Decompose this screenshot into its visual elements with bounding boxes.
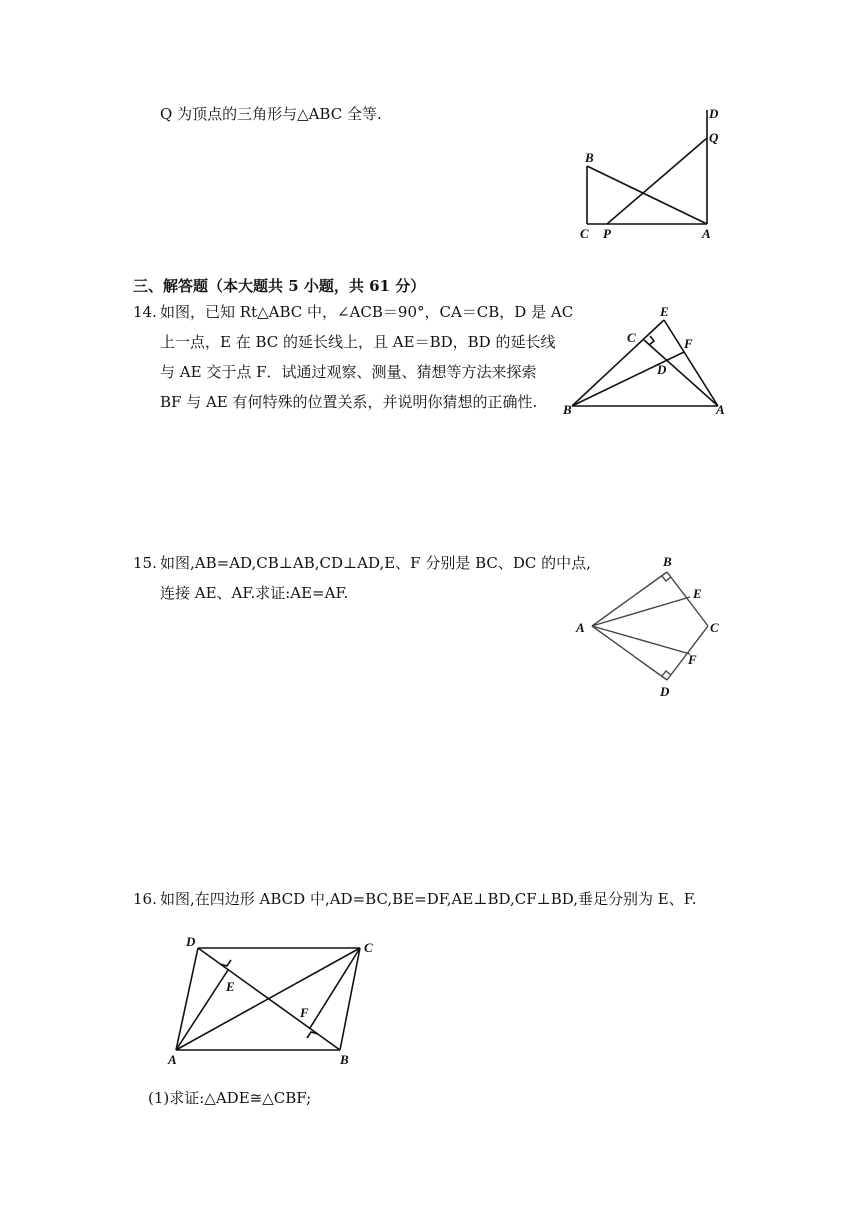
- fig13-label-q: Q: [709, 130, 719, 145]
- fig16-label-c: C: [364, 940, 373, 955]
- fig15-label-d: D: [660, 684, 670, 699]
- figure-14: [560, 300, 735, 420]
- fig16-label-a: A: [168, 1052, 177, 1067]
- fig14-label-e: E: [660, 304, 669, 319]
- fig14-label-f: F: [684, 336, 693, 351]
- fig16-label-d: D: [186, 934, 196, 949]
- q14-line-3: 与 AE 交于点 F．试通过观察、测量、猜想等方法来探索: [160, 363, 537, 381]
- q13-tail-text: Q 为顶点的三角形与△ABC 全等.: [160, 105, 382, 123]
- figure-15: [572, 550, 732, 700]
- fig15-label-f: F: [688, 652, 697, 667]
- q14-line-2: 上一点，E 在 BC 的延长线上，且 AE＝BD，BD 的延长线: [160, 333, 556, 351]
- q14-line-4: BF 与 AE 有何特殊的位置关系，并说明你猜想的正确性.: [160, 393, 538, 411]
- q16-line: 如图,在四边形 ABCD 中,AD=BC,BE=DF,AE⊥BD,CF⊥BD,垂足分别为 E、F.: [160, 890, 697, 908]
- fig13-label-b: B: [585, 150, 594, 165]
- fig14-label-b: B: [563, 402, 572, 417]
- fig13-label-a: A: [702, 226, 711, 241]
- fig15-label-c: C: [710, 620, 719, 635]
- fig13-label-p: P: [603, 226, 611, 241]
- fig15-label-a: A: [576, 620, 585, 635]
- fig13-label-d: D: [709, 106, 719, 121]
- fig16-label-b: B: [340, 1052, 349, 1067]
- q16-number: 16.: [133, 890, 157, 908]
- fig16-label-e: E: [226, 979, 235, 994]
- q15-number: 15.: [133, 554, 157, 572]
- q14-number: 14.: [133, 303, 157, 321]
- fig14-label-a: A: [716, 402, 725, 417]
- fig13-label-c: C: [580, 226, 589, 241]
- fig14-label-c: C: [627, 330, 636, 345]
- fig14-label-d: D: [657, 362, 667, 377]
- q15-line-1: 如图,AB=AD,CB⊥AB,CD⊥AD,E、F 分别是 BC、DC 的中点,: [160, 554, 591, 572]
- q15-line-2: 连接 AE、AF.求证:AE=AF.: [160, 584, 349, 602]
- section-3-title: 三、解答题（本大题共 5 小题，共 61 分）: [133, 277, 426, 295]
- figure-13: [575, 100, 725, 245]
- fig15-label-b: B: [663, 554, 672, 569]
- q14-line-1: 如图，已知 Rt△ABC 中，∠ACB＝90°，CA＝CB，D 是 AC: [160, 303, 574, 321]
- q16-subquestion-1: (1)求证:△ADE≅△CBF;: [148, 1089, 312, 1107]
- fig16-label-f: F: [300, 1005, 309, 1020]
- fig15-label-e: E: [693, 586, 702, 601]
- figure-16: [160, 932, 390, 1072]
